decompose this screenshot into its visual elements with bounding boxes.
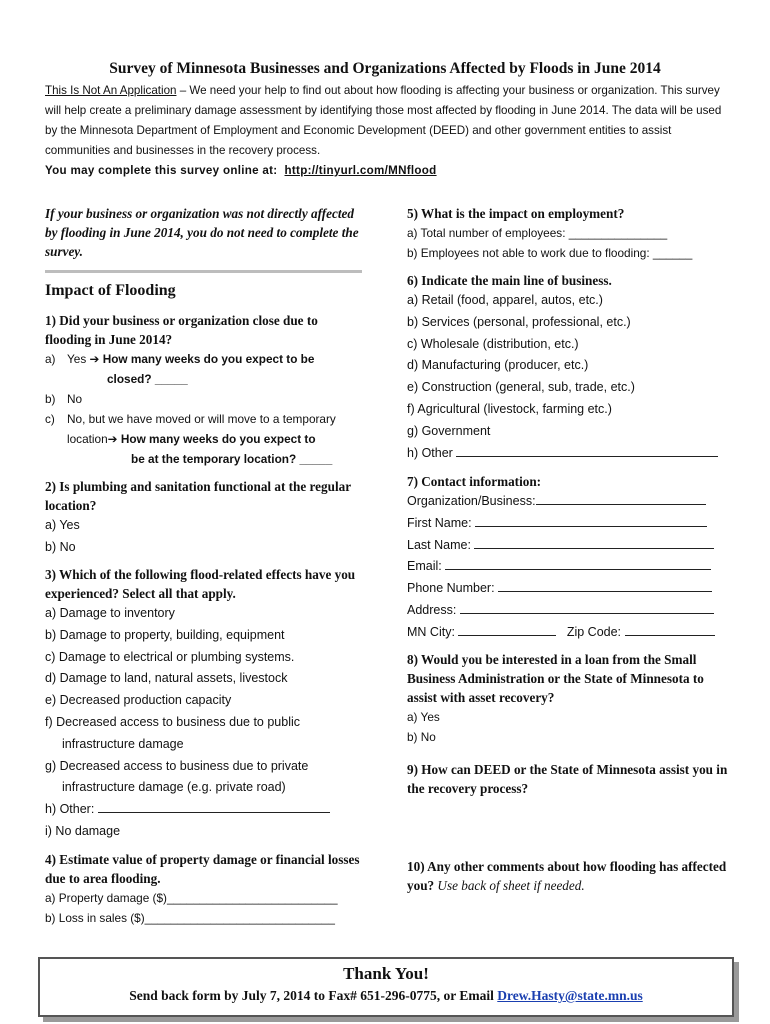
not-application-notice: This Is Not An Application — [45, 84, 177, 97]
organization-field[interactable] — [536, 492, 706, 505]
q3-other-field[interactable] — [98, 800, 330, 813]
question-4 — [45, 850, 375, 928]
q6-option-g[interactable]: g) Government — [407, 423, 491, 438]
question-6 — [407, 271, 737, 464]
q6-text: 6) Indicate the main line of business. — [407, 273, 612, 288]
q7-org-row: Organization/Business: — [407, 491, 737, 513]
q7-text: 7) Contact information: — [407, 474, 542, 489]
q3-option-i[interactable]: i) No damage — [45, 823, 121, 838]
q1-option-c[interactable]: c) No, but we have moved or will move to a temporary — [45, 412, 336, 426]
q7-email-row: Email: — [407, 556, 737, 578]
q3-option-f[interactable]: f) Decreased access to business due to public — [45, 714, 300, 729]
survey-title: Survey of Minnesota Businesses and Organizations Affected by Floods in June 2014 — [109, 60, 661, 77]
question-9 — [407, 760, 732, 798]
q1-weeks-closed[interactable]: closed? _____ — [107, 372, 188, 386]
q6-option-b[interactable]: b) Services (personal, professional, etc.) — [407, 314, 631, 329]
q5-employees-not-working[interactable]: b) Employees not able to work due to flooding: ______ — [407, 246, 693, 260]
q3-option-h[interactable]: h) Other: — [45, 799, 375, 821]
q5-total-employees[interactable]: a) Total number of employees: _______________ — [407, 226, 668, 240]
intro-text: – We need your help to find out about how flooding is affecting your business or organization. This survey will help create a preliminary damage assessment by identifying those most affected by flooding in June 2014. The data will be used by the Minnesota Department of Employment and Economic Development (DEED) and other government entities to assist communities and businesses in the recovery process. — [45, 84, 722, 157]
q2-text: 2) Is plumbing and sanitation functional at the regular location? — [45, 479, 351, 513]
q6-option-e[interactable]: e) Construction (general, sub, trade, etc.) — [407, 380, 635, 395]
send-instructions: Send back form by July 7, 2014 to Fax# 651-296-0775, or Email Drew.Hasty@state.mn.us — [129, 988, 643, 1003]
question-5 — [407, 204, 737, 263]
question-2 — [45, 477, 367, 559]
q6-option-a[interactable]: a) Retail (food, apparel, autos, etc.) — [407, 293, 603, 307]
q2-option-b[interactable]: b) No — [45, 539, 76, 554]
thank-you: Thank You! — [343, 964, 429, 983]
arrow-icon: ➔ — [107, 432, 118, 446]
q3-option-b[interactable]: b) Damage to property, building, equipment — [45, 627, 285, 642]
q6-option-f[interactable]: f) Agricultural (livestock, farming etc.) — [407, 401, 612, 416]
intro-paragraph — [45, 81, 735, 181]
q4-loss-in-sales[interactable]: b) Loss in sales ($)_____________________________ — [45, 911, 335, 925]
q6-option-h[interactable]: h) Other — [407, 443, 737, 465]
question-1 — [45, 311, 367, 469]
q7-city-zip-row: MN City: Zip Code: — [407, 622, 737, 644]
q6-option-d[interactable]: d) Manufacturing (producer, etc.) — [407, 358, 589, 373]
q4-property-damage[interactable]: a) Property damage ($)__________________________ — [45, 891, 338, 905]
q3-option-c[interactable]: c) Damage to electrical or plumbing systems. — [45, 649, 295, 664]
address-field[interactable] — [460, 601, 714, 614]
question-10 — [407, 857, 732, 895]
q1-option-a[interactable]: a) Yes ➔ How many weeks do you expect to be — [45, 352, 315, 366]
q7-last-row: Last Name: — [407, 535, 737, 557]
q4-text: 4) Estimate value of property damage or financial losses due to area flooding. — [45, 852, 360, 886]
q3-option-d[interactable]: d) Damage to land, natural assets, livestock — [45, 671, 288, 686]
arrow-icon: ➔ — [89, 352, 100, 366]
q2-option-a[interactable]: a) Yes — [45, 518, 80, 532]
q5-text: 5) What is the impact on employment? — [407, 206, 625, 221]
q3-option-e[interactable]: e) Decreased production capacity — [45, 693, 232, 708]
zip-field[interactable] — [625, 623, 715, 636]
q10-hint: Use back of sheet if needed. — [437, 878, 585, 893]
q8-text: 8) Would you be interested in a loan from the Small Business Administration or the State of Minnesota to assist with asset recovery? — [407, 652, 704, 705]
question-3 — [45, 565, 375, 843]
q3-option-g[interactable]: g) Decreased access to business due to private — [45, 758, 309, 773]
footer-box — [38, 957, 734, 1017]
online-label: You may complete this survey online at: — [45, 164, 278, 177]
question-8 — [407, 650, 732, 747]
contact-email-link[interactable]: Drew.Hasty@state.mn.us — [497, 988, 643, 1003]
not-affected-note: If your business or organization was not directly affected by flooding in June 2014, you do not need to complete the survey. — [45, 206, 359, 259]
online-notice — [45, 164, 437, 177]
impact-section-title: Impact of Flooding — [45, 282, 176, 299]
q7-phone-row: Phone Number: — [407, 578, 737, 600]
q1-option-b[interactable]: b) No — [45, 392, 83, 406]
q1-option-c-cont: location➔ How many weeks do you expect to — [67, 432, 316, 446]
q7-address-row: Address: — [407, 600, 737, 622]
q9-text: 9) How can DEED or the State of Minnesota assist you in the recovery process? — [407, 762, 728, 796]
q8-option-a[interactable]: a) Yes — [407, 710, 440, 724]
q10-text: 10) Any other comments about how flooding has affected you? Use back of sheet if needed. — [407, 859, 727, 893]
divider — [45, 270, 362, 273]
email-field[interactable] — [445, 557, 711, 570]
q6-other-field[interactable] — [456, 444, 718, 457]
q3-option-f-cont: infrastructure damage — [62, 736, 184, 751]
q1-text: 1) Did your business or organization close due to flooding in June 2014? — [45, 313, 318, 347]
q7-first-row: First Name: — [407, 513, 737, 535]
q6-option-c[interactable]: c) Wholesale (distribution, etc.) — [407, 336, 579, 351]
q3-text: 3) Which of the following flood-related effects have you experienced? Select all that apply. — [45, 567, 356, 601]
q1-weeks-temporary[interactable]: be at the temporary location? _____ — [131, 452, 333, 466]
question-7 — [407, 472, 737, 644]
q3-option-g-cont: infrastructure damage (e.g. private road) — [62, 780, 286, 795]
city-field[interactable] — [458, 623, 556, 636]
first-name-field[interactable] — [475, 514, 707, 527]
survey-link[interactable]: http://tinyurl.com/MNflood — [284, 164, 437, 177]
phone-field[interactable] — [498, 579, 712, 592]
left-column — [45, 204, 367, 261]
q8-option-b[interactable]: b) No — [407, 730, 436, 744]
q3-option-a[interactable]: a) Damage to inventory — [45, 606, 175, 620]
last-name-field[interactable] — [474, 536, 714, 549]
